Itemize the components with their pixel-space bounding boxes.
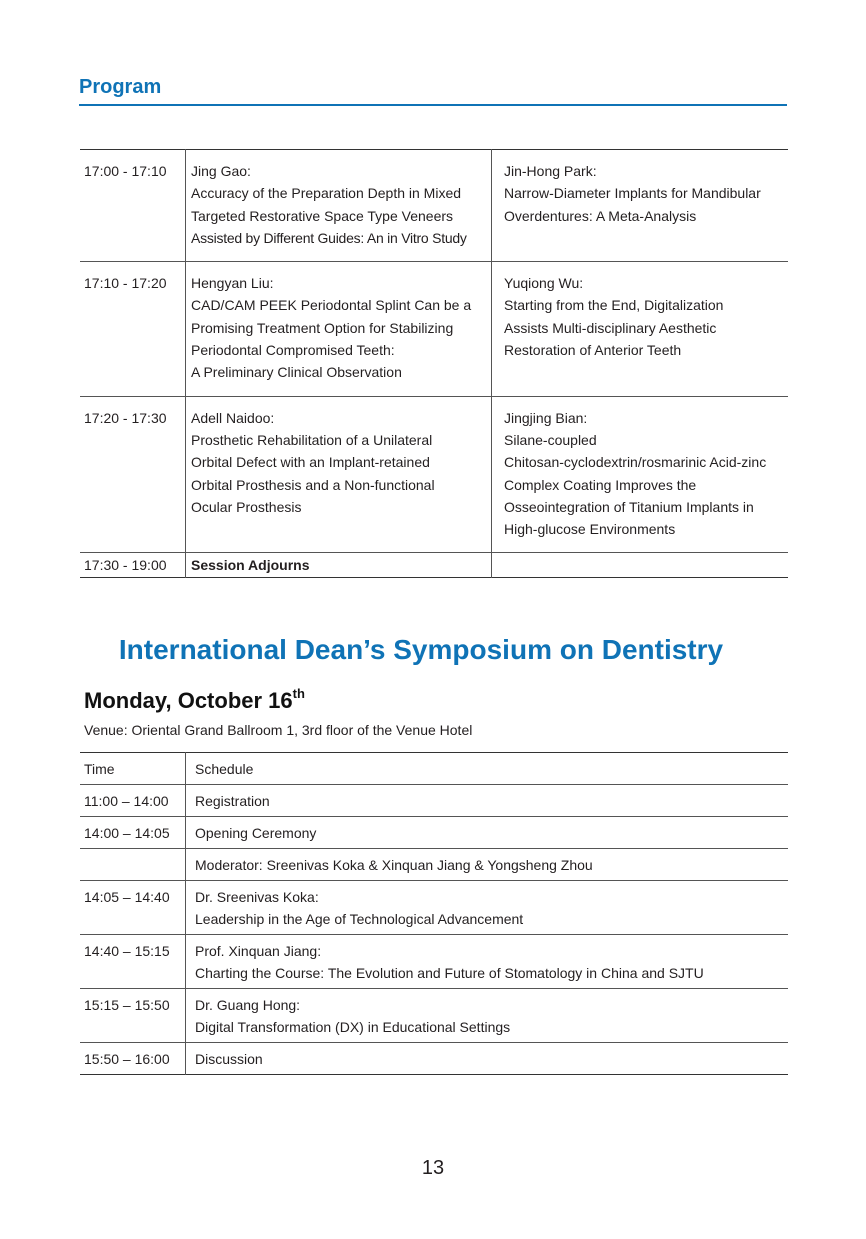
table-row <box>80 935 788 989</box>
table-row <box>80 396 788 553</box>
speaker-name: Hengyan Liu: <box>191 275 274 292</box>
time-cell <box>80 849 186 881</box>
table-row <box>80 150 788 262</box>
talk-title-line: Promising Treatment Option for Stabilizing <box>191 319 454 336</box>
schedule-line: Registration <box>195 793 270 809</box>
time-cell: 11:00 – 14:00 <box>80 785 186 817</box>
talk-title-line: Narrow-Diameter Implants for Mandibular <box>504 185 761 202</box>
program-table <box>80 149 788 578</box>
time-cell: 17:10 - 17:20 <box>80 262 186 396</box>
page-number: 13 <box>421 1157 445 1179</box>
schedule-cell <box>186 989 789 1043</box>
column-header-time: Time <box>80 753 186 785</box>
day-label: Monday, October 16 <box>84 688 293 713</box>
speaker-name: Dr. Guang Hong: <box>195 997 301 1013</box>
talk-title-line: Assists Multi-disciplinary Aesthetic <box>504 319 717 336</box>
talk-cell <box>492 396 789 553</box>
time-cell: 17:30 - 19:00 <box>80 553 186 578</box>
table-row <box>80 1043 788 1075</box>
speaker-name: Jing Gao: <box>191 163 251 179</box>
talk-title-line: Prosthetic Rehabilitation of a Unilateral <box>191 431 433 448</box>
talk-title-line: Orbital Defect with an Implant-retained <box>191 454 430 471</box>
time-cell: 14:00 – 14:05 <box>80 817 186 849</box>
talk-title-line: CAD/CAM PEEK Periodontal Splint Can be a <box>191 297 472 314</box>
time-cell: 14:40 – 15:15 <box>80 935 186 989</box>
talk-cell <box>186 262 492 396</box>
schedule-line: Moderator: Sreenivas Koka & Xinquan Jiang & Yongsheng Zhou <box>195 857 593 873</box>
time-cell: 17:20 - 17:30 <box>80 396 186 553</box>
talk-title-line: Assisted by Different Guides: An in Vitro Study <box>191 229 467 246</box>
talk-title-line: Digital Transformation (DX) in Educational Settings <box>195 1019 511 1035</box>
schedule-cell <box>186 881 789 935</box>
table-row <box>80 817 788 849</box>
speaker-name: Dr. Sreenivas Koka: <box>195 889 319 905</box>
schedule-cell <box>186 935 789 989</box>
talk-title-line: Chitosan-cyclodextrin/rosmarinic Acid-zinc <box>504 454 767 471</box>
time-cell: 15:50 – 16:00 <box>80 1043 186 1075</box>
schedule-cell <box>186 849 789 881</box>
day-heading <box>84 688 305 714</box>
talk-cell <box>492 150 789 262</box>
symposium-title: International Dean’s Symposium on Dentistry <box>118 634 724 665</box>
speaker-name: Jingjing Bian: <box>504 409 588 426</box>
talk-title-line: Targeted Restorative Space Type Veneers <box>191 207 454 224</box>
talk-title-line: Overdentures: A Meta-Analysis <box>504 207 697 224</box>
speaker-name: Yuqiong Wu: <box>504 275 584 292</box>
talk-title-line: Ocular Prosthesis <box>191 498 302 515</box>
talk-title-line: Restoration of Anterior Teeth <box>504 342 682 359</box>
schedule-line: Discussion <box>195 1051 263 1067</box>
table-header-row <box>80 753 788 785</box>
talk-cell <box>186 150 492 262</box>
speaker-name: Prof. Xinquan Jiang: <box>195 943 322 959</box>
schedule-cell <box>186 785 789 817</box>
empty-cell <box>492 553 789 578</box>
table-row <box>80 881 788 935</box>
time-cell: 17:00 - 17:10 <box>80 150 186 262</box>
day-suffix: th <box>292 686 305 701</box>
table-row <box>80 785 788 817</box>
speaker-name: Jin-Hong Park: <box>504 163 597 179</box>
talk-title-line: Osseointegration of Titanium Implants in <box>504 498 754 515</box>
section-title: Program <box>79 76 162 98</box>
table-row <box>80 262 788 396</box>
talk-cell <box>186 396 492 553</box>
talk-title-line: Silane-coupled <box>504 431 597 448</box>
talk-title-line: Accuracy of the Preparation Depth in Mixed <box>191 185 462 202</box>
speaker-name: Adell Naidoo: <box>191 409 275 426</box>
talk-title-line: Starting from the End, Digitalization <box>504 297 724 314</box>
time-cell: 14:05 – 14:40 <box>80 881 186 935</box>
schedule-table <box>80 752 788 1075</box>
talk-title-line: Complex Coating Improves the <box>504 476 697 493</box>
talk-title-line: Periodontal Compromised Teeth: <box>191 342 395 359</box>
talk-title-line: Orbital Prosthesis and a Non-functional <box>191 476 435 493</box>
schedule-cell <box>186 1043 789 1075</box>
time-cell: 15:15 – 15:50 <box>80 989 186 1043</box>
header-divider <box>79 104 787 106</box>
table-row <box>80 849 788 881</box>
adjourn-label: Session Adjourns <box>186 553 492 578</box>
talk-title-line: Leadership in the Age of Technological Advancement <box>195 911 524 927</box>
table-row <box>80 553 788 578</box>
talk-title-line: High-glucose Environments <box>504 521 676 538</box>
talk-title-line: A Preliminary Clinical Observation <box>191 364 402 381</box>
talk-cell <box>492 262 789 396</box>
venue-text: Venue: Oriental Grand Ballroom 1, 3rd floor of the Venue Hotel <box>84 722 473 738</box>
schedule-cell <box>186 817 789 849</box>
schedule-line: Opening Ceremony <box>195 825 317 841</box>
table-row <box>80 989 788 1043</box>
talk-title-line: Charting the Course: The Evolution and Future of Stomatology in China and SJTU <box>195 965 704 981</box>
column-header-schedule: Schedule <box>195 761 254 777</box>
